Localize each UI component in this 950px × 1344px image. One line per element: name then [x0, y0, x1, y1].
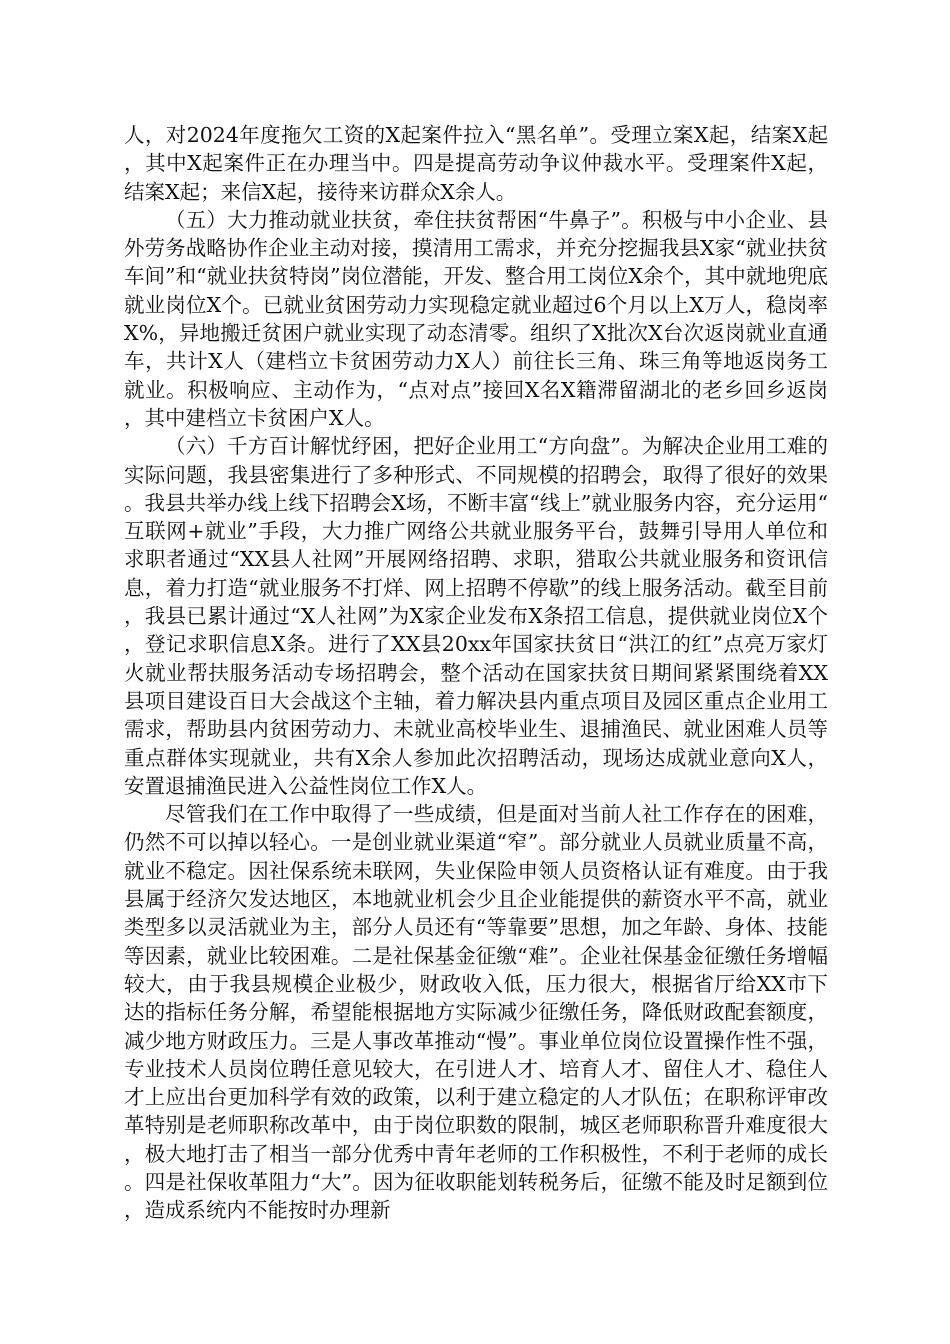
- paragraph-enterprise-recruitment: （六）千方百计解忧纾困，把好企业用工“方向盘”。为解决企业用工难的实际问题，我县密集进行了多种形式、不同规模的招聘会，取得了很好的效果。我县共举办线上线下招聘会X场，不断丰富“线上”就业服务内容，充分运用“互联网+就业”手段，大力推广网络公共就业服务平台，鼓舞引导用人单位和求职者通过“XX县人社网”开展网络招聘、求职，猎取公共就业服务和资讯信息，着力打造“就业服务不打烊、网上招聘不停歇”的线上服务活动。截至目前，我县已累计通过“X人社网”为X家企业发布X条招工信息，提供就业岗位X个，登记求职信息X条。进行了XX县20xx年国家扶贫日“洪江的红”点亮万家灯火就业帮扶服务活动专场招聘会，整个活动在国家扶贫日期间紧紧围绕着XX县项目建设百日大会战这个主轴，着力解决县内重点项目及园区重点企业用工需求，帮助县内贫困劳动力、未就业高校毕业生、退捕渔民、就业困难人员等重点群体实现就业，共有X余人参加此次招聘活动，现场达成就业意向X人，安置退捕渔民进入公益性岗位工作X人。: [124, 434, 828, 798]
- paragraph-difficulties: 尽管我们在工作中取得了一些成绩，但是面对当前人社工作存在的困难，仍然不可以掉以轻心。一是创业就业渠道“窄”。部分就业人员就业质量不高，就业不稳定。因社保系统未联网，失业保险申领人员资格认证有难度。由于我县属于经济欠发达地区，本地就业机会少且企业能提供的薪资水平不高，就业类型多以灵活就业为主，部分人员还有“等靠要”思想，加之年龄、身体、技能等因素，就业比较困难。二是社保基金征缴“难”。企业社保基金征缴任务增幅较大，由于我县规模企业极少，财政收入低，压力很大，根据省厅给XX市下达的指标任务分解，希望能根据地方实际减少征缴任务，降低财政配套额度，减少地方财政压力。三是人事改革推动“慢”。事业单位岗位设置操作性不强，专业技术人员岗位聘任意见较大，在引进人才、培育人才、留住人才、稳住人才上应出台更加科学有效的政策，以利于建立稳定的人才队伍；在职称评审改革特别是老师职称改革中，由于岗位职数的限制，城区老师职称晋升难度很大，极大地打击了相当一部分优秀中青年老师的工作积极性，不利于老师的成长。四是社保收革阻力“大”。因为征收职能划转税务后，征缴不能及时足额到位，造成系统内不能按时办理新: [124, 802, 828, 1223]
- document-body: [124, 121, 828, 1225]
- paragraph-employment-poverty-alleviation: （五）大力推动就业扶贫，牵住扶贫帮困“牛鼻子”。积极与中小企业、县外劳务战略协作企业主动对接，摸清用工需求，并充分挖掘我县X家“就业扶贫车间”和“就业扶贫特岗”岗位潜能，开发、整合用工岗位X余个，其中就地兜底就业岗位X个。已就业贫困劳动力实现稳定就业超过6个月以上X万人，稳岗率X%，异地搬迁贫困户就业实现了动态清零。组织了X批次X台次返岗就业直通车，共计X人（建档立卡贫困劳动力X人）前往长三角、珠三角等地返岗务工就业。积极响应、主动作为，“点对点”接回X名X籍滞留湖北的老乡回乡返岗，其中建档立卡贫困户X人。: [124, 207, 828, 430]
- paragraph-continuation: 人，对2024年度拖欠工资的X起案件拉入“黑名单”。受理立案X起，结案X起，其中X起案件正在办理当中。四是提高劳动争议仲裁水平。受理案件X起，结案X起；来信X起，接待来访群众X余人。: [124, 123, 828, 204]
